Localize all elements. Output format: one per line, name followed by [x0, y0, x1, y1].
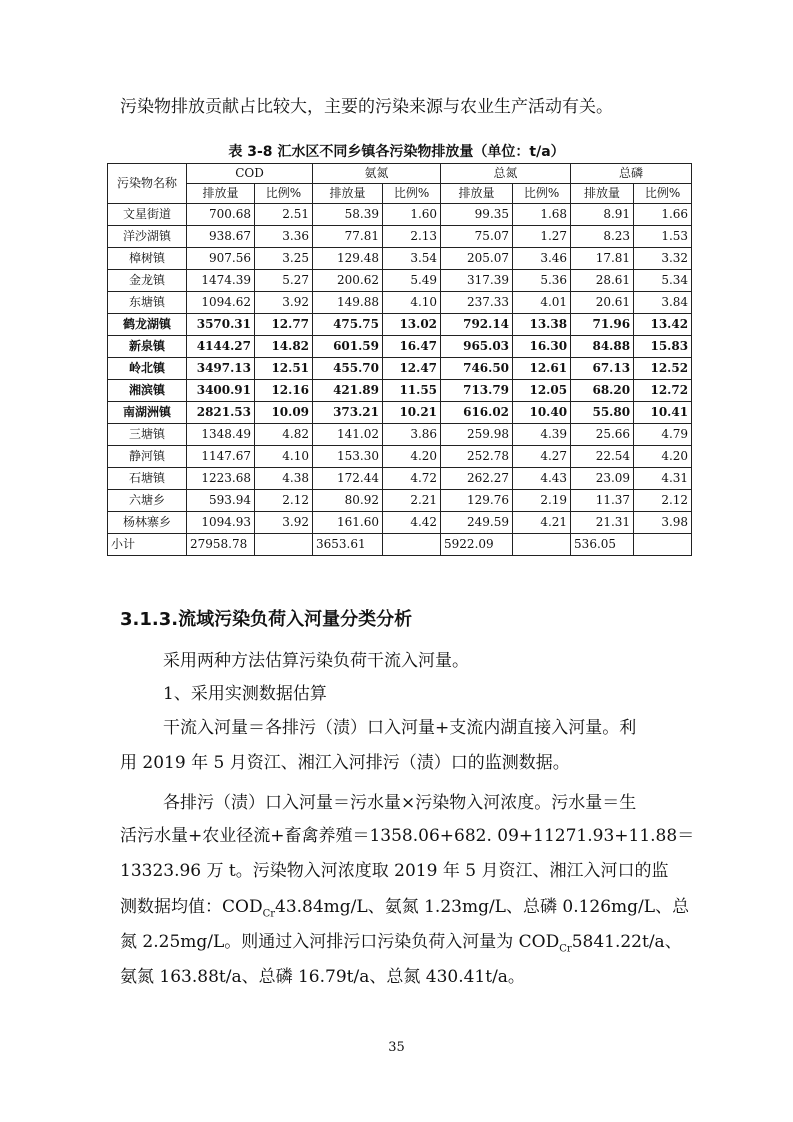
value-cell: 3.98: [634, 512, 692, 534]
group-header: 总氮: [441, 164, 571, 184]
value-cell: 713.79: [441, 380, 513, 402]
value-cell: 4.42: [383, 512, 441, 534]
value-cell: 25.66: [571, 424, 634, 446]
subheader: 比例%: [634, 184, 692, 204]
subheader: 排放量: [441, 184, 513, 204]
value-cell: 28.61: [571, 270, 634, 292]
town-name-cell: 樟树镇: [108, 248, 187, 270]
town-name-cell: 鹤龙湖镇: [108, 314, 187, 336]
value-cell: 12.52: [634, 358, 692, 380]
value-cell: 1094.93: [187, 512, 255, 534]
value-cell: 700.68: [187, 204, 255, 226]
value-cell: 200.62: [313, 270, 383, 292]
value-cell: 3.36: [255, 226, 313, 248]
value-cell: 4.38: [255, 468, 313, 490]
table-row: [108, 270, 692, 292]
value-cell: 4.43: [513, 468, 571, 490]
table-row: [108, 424, 692, 446]
value-cell: 2.51: [255, 204, 313, 226]
value-cell: 4.01: [513, 292, 571, 314]
value-cell: 4.27: [513, 446, 571, 468]
value-cell: 16.47: [383, 336, 441, 358]
subscript: Cr: [559, 943, 572, 955]
value-cell: 20.61: [571, 292, 634, 314]
table-row: [108, 226, 692, 248]
group-header: COD: [187, 164, 313, 184]
table-row: [108, 380, 692, 402]
total-value-cell: [255, 534, 313, 556]
value-cell: 12.51: [255, 358, 313, 380]
value-cell: 11.37: [571, 490, 634, 512]
value-cell: 149.88: [313, 292, 383, 314]
value-cell: 67.13: [571, 358, 634, 380]
value-cell: 3.54: [383, 248, 441, 270]
value-cell: 4.21: [513, 512, 571, 534]
value-cell: 2.21: [383, 490, 441, 512]
value-cell: 12.05: [513, 380, 571, 402]
value-cell: 3.86: [383, 424, 441, 446]
value-cell: 4.72: [383, 468, 441, 490]
value-cell: 4.20: [634, 446, 692, 468]
value-cell: 601.59: [313, 336, 383, 358]
text-span: 5841.22t/a、: [571, 932, 682, 952]
value-cell: 965.03: [441, 336, 513, 358]
table-subheader-row: [108, 184, 692, 204]
value-cell: 2.12: [255, 490, 313, 512]
value-cell: 4.10: [255, 446, 313, 468]
value-cell: 1474.39: [187, 270, 255, 292]
value-cell: 99.35: [441, 204, 513, 226]
value-cell: 55.80: [571, 402, 634, 424]
paragraph-1: 采用两种方法估算污染负荷干流入河量。: [163, 651, 469, 671]
subscript: Cr: [262, 908, 276, 920]
town-name-cell: 岭北镇: [108, 358, 187, 380]
value-cell: 5.49: [383, 270, 441, 292]
town-name-cell: 湘滨镇: [108, 380, 187, 402]
paragraph-2: 1、采用实测数据估算: [163, 684, 327, 704]
value-cell: 1.68: [513, 204, 571, 226]
text-span: 测数据均值：COD: [120, 897, 263, 917]
table-row: [108, 512, 692, 534]
total-value-cell: [383, 534, 441, 556]
town-name-cell: 金龙镇: [108, 270, 187, 292]
value-cell: 12.47: [383, 358, 441, 380]
value-cell: 3497.13: [187, 358, 255, 380]
table-row: [108, 358, 692, 380]
value-cell: 15.83: [634, 336, 692, 358]
paragraph-4-line-6: 氨氮 163.88t/a、总磷 16.79t/a、总氮 430.41t/a。: [120, 967, 525, 987]
paragraph-3-line-1: 干流入河量＝各排污（渍）口入河量+支流内湖直接入河量。利: [163, 718, 637, 738]
subheader: 排放量: [571, 184, 634, 204]
value-cell: 475.75: [313, 314, 383, 336]
value-cell: 373.21: [313, 402, 383, 424]
value-cell: 249.59: [441, 512, 513, 534]
pollutant-table: [107, 163, 692, 556]
value-cell: 75.07: [441, 226, 513, 248]
town-name-cell: 洋沙湖镇: [108, 226, 187, 248]
total-value-cell: 27958.78: [187, 534, 255, 556]
value-cell: 13.02: [383, 314, 441, 336]
value-cell: 3.25: [255, 248, 313, 270]
group-header: 氨氮: [313, 164, 441, 184]
table-row: [108, 402, 692, 424]
table-caption: 表 3-8 汇水区不同乡镇各污染物排放量（单位：t/a）: [228, 144, 565, 160]
value-cell: 593.94: [187, 490, 255, 512]
value-cell: 22.54: [571, 446, 634, 468]
table-row: [108, 292, 692, 314]
town-name-cell: 新泉镇: [108, 336, 187, 358]
town-name-cell: 东塘镇: [108, 292, 187, 314]
value-cell: 8.91: [571, 204, 634, 226]
table-row: [108, 468, 692, 490]
value-cell: 1223.68: [187, 468, 255, 490]
value-cell: 4.10: [383, 292, 441, 314]
value-cell: 8.23: [571, 226, 634, 248]
value-cell: 14.82: [255, 336, 313, 358]
value-cell: 938.67: [187, 226, 255, 248]
value-cell: 4.79: [634, 424, 692, 446]
paragraph-3-line-2: 用 2019 年 5 月资江、湘江入河排污（渍）口的监测数据。: [120, 753, 570, 773]
value-cell: 5.27: [255, 270, 313, 292]
value-cell: 237.33: [441, 292, 513, 314]
total-value-cell: [634, 534, 692, 556]
value-cell: 205.07: [441, 248, 513, 270]
value-cell: 129.48: [313, 248, 383, 270]
text-span: 氮 2.25mg/L。则通过入河排污口污染负荷入河量为 COD: [120, 932, 560, 952]
value-cell: 10.09: [255, 402, 313, 424]
value-cell: 10.41: [634, 402, 692, 424]
value-cell: 58.39: [313, 204, 383, 226]
subheader: 排放量: [187, 184, 255, 204]
corner-header: 污染物名称: [108, 164, 187, 204]
table-row: [108, 336, 692, 358]
value-cell: 129.76: [441, 490, 513, 512]
subheader: 比例%: [383, 184, 441, 204]
value-cell: 3.92: [255, 292, 313, 314]
table-header-row: [108, 164, 692, 184]
value-cell: 12.72: [634, 380, 692, 402]
value-cell: 84.88: [571, 336, 634, 358]
page-number: 35: [388, 1040, 405, 1055]
town-name-cell: 六塘乡: [108, 490, 187, 512]
value-cell: 3.32: [634, 248, 692, 270]
value-cell: 68.20: [571, 380, 634, 402]
table-row: [108, 248, 692, 270]
value-cell: 4.82: [255, 424, 313, 446]
value-cell: 5.34: [634, 270, 692, 292]
value-cell: 10.21: [383, 402, 441, 424]
value-cell: 1.66: [634, 204, 692, 226]
value-cell: 616.02: [441, 402, 513, 424]
group-header: 总磷: [571, 164, 692, 184]
value-cell: 10.40: [513, 402, 571, 424]
town-name-cell: 石塘镇: [108, 468, 187, 490]
value-cell: 1.27: [513, 226, 571, 248]
total-row: [108, 534, 692, 556]
value-cell: 77.81: [313, 226, 383, 248]
value-cell: 161.60: [313, 512, 383, 534]
value-cell: 4.20: [383, 446, 441, 468]
value-cell: 4.31: [634, 468, 692, 490]
value-cell: 2.12: [634, 490, 692, 512]
value-cell: 455.70: [313, 358, 383, 380]
town-name-cell: 三塘镇: [108, 424, 187, 446]
value-cell: 1348.49: [187, 424, 255, 446]
town-name-cell: 静河镇: [108, 446, 187, 468]
value-cell: 13.42: [634, 314, 692, 336]
paragraph-4-line-2: 活污水量+农业径流+畜禽养殖＝1358.06+682. 09+11271.93+11.88＝: [120, 826, 695, 846]
value-cell: 1.53: [634, 226, 692, 248]
value-cell: 17.81: [571, 248, 634, 270]
section-heading: 3.1.3.流域污染负荷入河量分类分析: [120, 609, 413, 630]
paragraph-4-line-1: 各排污（渍）口入河量＝污水量×污染物入河浓度。污水量＝生: [163, 793, 637, 813]
value-cell: 12.61: [513, 358, 571, 380]
value-cell: 3.92: [255, 512, 313, 534]
value-cell: 172.44: [313, 468, 383, 490]
value-cell: 3570.31: [187, 314, 255, 336]
value-cell: 746.50: [441, 358, 513, 380]
value-cell: 16.30: [513, 336, 571, 358]
value-cell: 252.78: [441, 446, 513, 468]
town-name-cell: 杨林寨乡: [108, 512, 187, 534]
value-cell: 3400.91: [187, 380, 255, 402]
value-cell: 262.27: [441, 468, 513, 490]
value-cell: 3.46: [513, 248, 571, 270]
total-value-cell: 3653.61: [313, 534, 383, 556]
subheader: 排放量: [313, 184, 383, 204]
paragraph-4-line-3: 13323.96 万 t。污染物入河浓度取 2019 年 5 月资江、湘江入河口的监: [120, 861, 669, 881]
value-cell: 21.31: [571, 512, 634, 534]
table-row: [108, 446, 692, 468]
table-row: [108, 490, 692, 512]
text-span: 43.84mg/L、氨氮 1.23mg/L、总磷 0.126mg/L、总: [275, 897, 690, 917]
paragraph-4-line-5: [120, 931, 682, 960]
value-cell: 907.56: [187, 248, 255, 270]
intro-line: 污染物排放贡献占比较大，主要的污染来源与农业生产活动有关。: [120, 97, 613, 117]
value-cell: 153.30: [313, 446, 383, 468]
value-cell: 421.89: [313, 380, 383, 402]
value-cell: 80.92: [313, 490, 383, 512]
value-cell: 4144.27: [187, 336, 255, 358]
value-cell: 13.38: [513, 314, 571, 336]
value-cell: 2821.53: [187, 402, 255, 424]
value-cell: 71.96: [571, 314, 634, 336]
value-cell: 317.39: [441, 270, 513, 292]
value-cell: 1.60: [383, 204, 441, 226]
value-cell: 792.14: [441, 314, 513, 336]
total-value-cell: 536.05: [571, 534, 634, 556]
subheader: 比例%: [513, 184, 571, 204]
total-value-cell: [513, 534, 571, 556]
town-name-cell: 南湖洲镇: [108, 402, 187, 424]
value-cell: 4.39: [513, 424, 571, 446]
value-cell: 259.98: [441, 424, 513, 446]
total-label-cell: 小计: [108, 534, 187, 556]
town-name-cell: 文星街道: [108, 204, 187, 226]
paragraph-4-line-4: [120, 896, 689, 925]
subheader: 比例%: [255, 184, 313, 204]
value-cell: 2.19: [513, 490, 571, 512]
value-cell: 141.02: [313, 424, 383, 446]
table-row: [108, 204, 692, 226]
value-cell: 11.55: [383, 380, 441, 402]
total-value-cell: 5922.09: [441, 534, 513, 556]
value-cell: 2.13: [383, 226, 441, 248]
value-cell: 5.36: [513, 270, 571, 292]
value-cell: 3.84: [634, 292, 692, 314]
value-cell: 12.16: [255, 380, 313, 402]
table-row: [108, 314, 692, 336]
value-cell: 1094.62: [187, 292, 255, 314]
value-cell: 12.77: [255, 314, 313, 336]
value-cell: 1147.67: [187, 446, 255, 468]
value-cell: 23.09: [571, 468, 634, 490]
